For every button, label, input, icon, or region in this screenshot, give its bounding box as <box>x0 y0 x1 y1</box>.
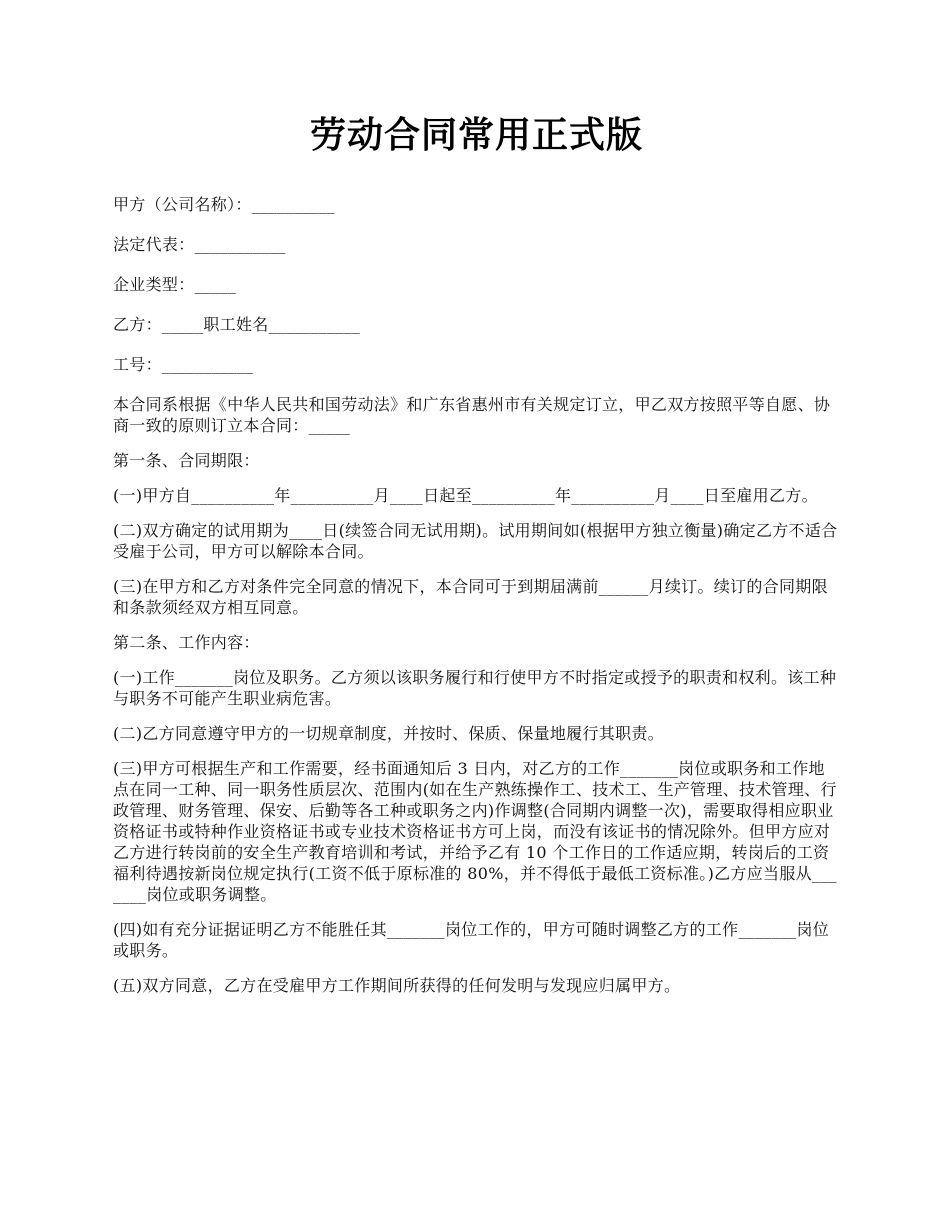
enterprise-type-field: 企业类型：_____ <box>113 275 237 294</box>
article-2-clause-5: (五)双方同意，乙方在受雇甲方工作期间所获得的任何发明与发现应归属甲方。 <box>113 976 681 995</box>
employee-number-field: 工号：___________ <box>113 355 254 374</box>
article-1-heading: 第一条、合同期限： <box>113 451 260 470</box>
article-1-clause-2: (二)双方确定的试用期为____日(续签合同无试用期)。试用期间如(根据甲方独立衡量)确定乙方不适合受雇于公司，甲方可以解除本合同。 <box>113 521 838 561</box>
article-2-clause-1: (一)工作_______岗位及职务。乙方须以该职务履行和行使甲方不时指定或授予的职责和权利。该工种与职务不可能产生职业病危害。 <box>113 668 837 708</box>
party-a-company-field: 甲方（公司名称）：__________ <box>113 195 335 214</box>
article-2-clause-3: (三)甲方可根据生产和工作需要，经书面通知后 3 日内，对乙方的工作_______岗位或职务和工作地点在同一工种、同一职务性质层次、范围内(如在生产熟练操作工、技术工、生产管理、技术管理、行政管理、财务管理、保安、后勤等各工种或职务之内)作调整(合同期内调整一次)，需要取得相应职业资格证书或特种作业资格证书或专业技术资格证书方可上岗，而没有该证书的情况除外。但甲方应对乙方进行转岗前的安全生产教育培训和考试，并给予乙有 10 个工作日的工作适应期，转岗后的工资福利待遇按新岗位规定执行(工资不低于原标准的 80%，并不得低于最低工资标准。)乙方应当服从_______岗位或职务调整。 <box>113 759 837 904</box>
legal-representative-field: 法定代表：___________ <box>113 235 286 254</box>
article-1-clause-1: (一)甲方自__________年__________月____日起至__________年__________月____日至雇用乙方。 <box>113 486 818 505</box>
article-1-clause-3: (三)在甲方和乙方对条件完全同意的情况下，本合同可于到期届满前______月续订。续订的合同期限和条款须经双方相互同意。 <box>113 577 828 617</box>
party-b-employee-name-field: 乙方：_____职工姓名___________ <box>113 315 360 334</box>
contract-preamble: 本合同系根据《中华人民共和国劳动法》和广东省惠州市有关规定订立，甲乙双方按照平等自愿、协商一致的原则订立本合同：_____ <box>113 395 831 435</box>
article-2-clause-2: (二)乙方同意遵守甲方的一切规章制度，并按时、保质、保量地履行其职责。 <box>113 724 664 743</box>
document-title: 劳动合同常用正式版 <box>309 115 643 156</box>
article-2-heading: 第二条、工作内容： <box>113 633 260 652</box>
article-2-clause-4: (四)如有充分证据证明乙方不能胜任其_______岗位工作的，甲方可随时调整乙方的工作_______岗位或职务。 <box>113 920 830 960</box>
